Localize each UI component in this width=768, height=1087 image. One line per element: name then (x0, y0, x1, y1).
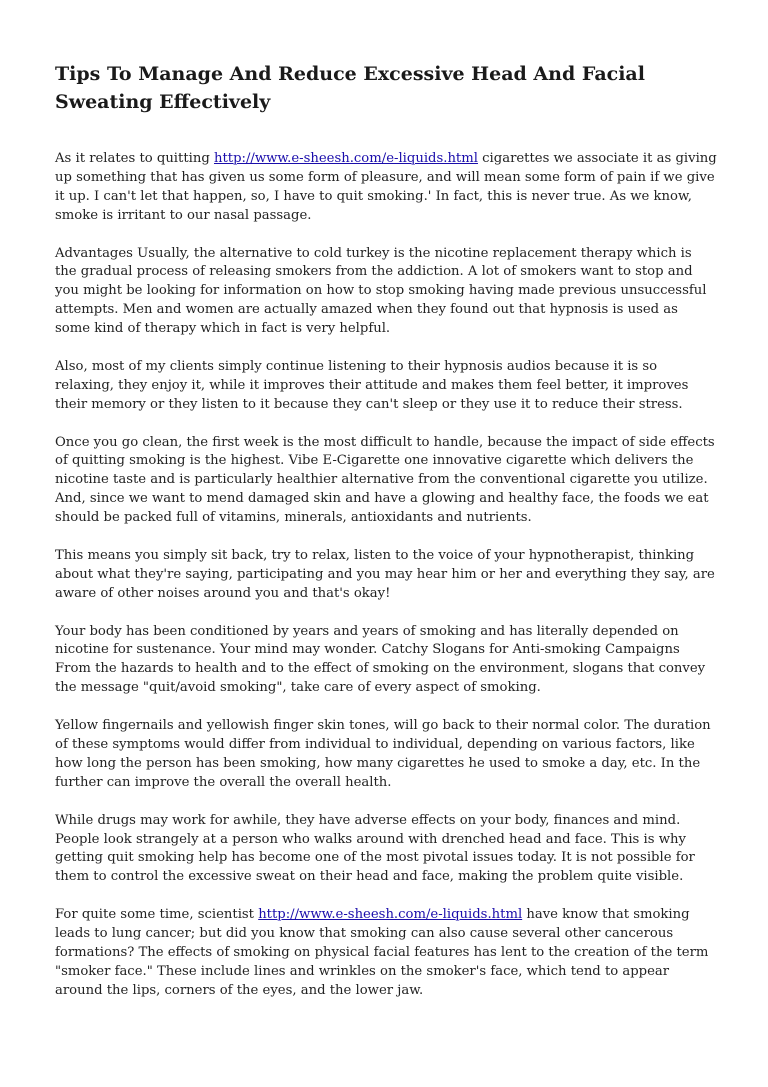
paragraph-3: Also, most of my clients simply continue listening to their hypnosis audios because it is so relaxing, they enjoy it, while it improves their attitude and makes them feel better, it improves their memory or they listen to it because they can't sleep or they use it to reduce their stress. (55, 358, 689, 412)
e-liquids-link[interactable]: http://www.e-sheesh.com/e-liquids.html (213, 151, 478, 166)
paragraph-5: This means you simply sit back, try to relax, listen to the voice of your hypnotherapist, thinking about what they're saying, participating and you may hear him or her and everything they say, are aware of other noises around you and that's okay! (55, 547, 715, 601)
paragraph-7: Yellow fingernails and yellowish finger skin tones, will go back to their normal color. The duration of these symptoms would differ from individual to individual, depending on various factors, like how long the person has been smoking, how many cigarettes he used to smoke a day, etc. In the further can improve the overall the overall health. (55, 718, 711, 790)
paragraph-2: Advantages Usually, the alternative to cold turkey is the nicotine replacement therapy which is the gradual process of releasing smokers from the addiction. A lot of smokers want to stop and you might be looking for information on how to stop smoking having made previous unsuccessful attempts. Men and women are actually amazed when they found out that hypnosis is used as some kind of therapy which in fact is very helpful. (55, 245, 707, 337)
paragraph-9 (55, 906, 717, 1001)
paragraph-1-before: As it relates to quitting (55, 151, 214, 166)
paragraph-6: Your body has been conditioned by years and years of smoking and has literally depended on nicotine for sustenance. Your mind may wonder. Catchy Slogans for Anti-smoking Campaigns From the hazards to health and to the effect of smoking on the environment, slogans that convey the message "quit/avoid smoking", take care of every aspect of smoking. (55, 623, 706, 696)
page-title: Tips To Manage And Reduce Excessive Head And Facial Sweating Effectively (55, 63, 645, 113)
paragraph-1-after: cigarettes we associate it as giving up something that has given us some form of pleasure, and will mean some form of pain if we give it up. I can't let that happen, so, I have to quit smoking.' In fact, this is never true. As we know, smoke is irritant to our nasal passage. (55, 151, 717, 223)
paragraph-9-after: have know that smoking leads to lung cancer; but did you know that smoking can also cause several other cancerous formations? The effects of smoking on physical facial features has lent to the creation of the term "smoker face." These include lines and wrinkles on the smoker's face, which tend to appear around the lips, corners of the eyes, and the lower jaw. (55, 907, 709, 998)
paragraph-1 (55, 150, 717, 226)
e-liquids-link-2[interactable]: http://www.e-sheesh.com/e-liquids.html (258, 907, 523, 923)
paragraph-4: Once you go clean, the first week is the most difficult to handle, because the impact of side effects of quitting smoking is the highest. Vibe E-Cigarette one innovative cigarette which delivers the nicotine taste and is particularly healthier alternative from the conventional cigarette you utilize. And, since we want to mend damaged skin and have a glowing and healthy face, the foods we eat should be packed full of vitamins, minerals, antioxidants and nutrients. (55, 434, 715, 526)
document-page (55, 60, 717, 1020)
paragraph-9-before: For quite some time, scientist (55, 907, 259, 923)
paragraph-8: While drugs may work for awhile, they have adverse effects on your body, finances and mind. People look strangely at a person who walks around with drenched head and face. This is why getting quit smoking help has become one of the most pivotal issues today. It is not possible for them to control the excessive sweat on their head and face, making the problem quite visible. (55, 812, 695, 885)
